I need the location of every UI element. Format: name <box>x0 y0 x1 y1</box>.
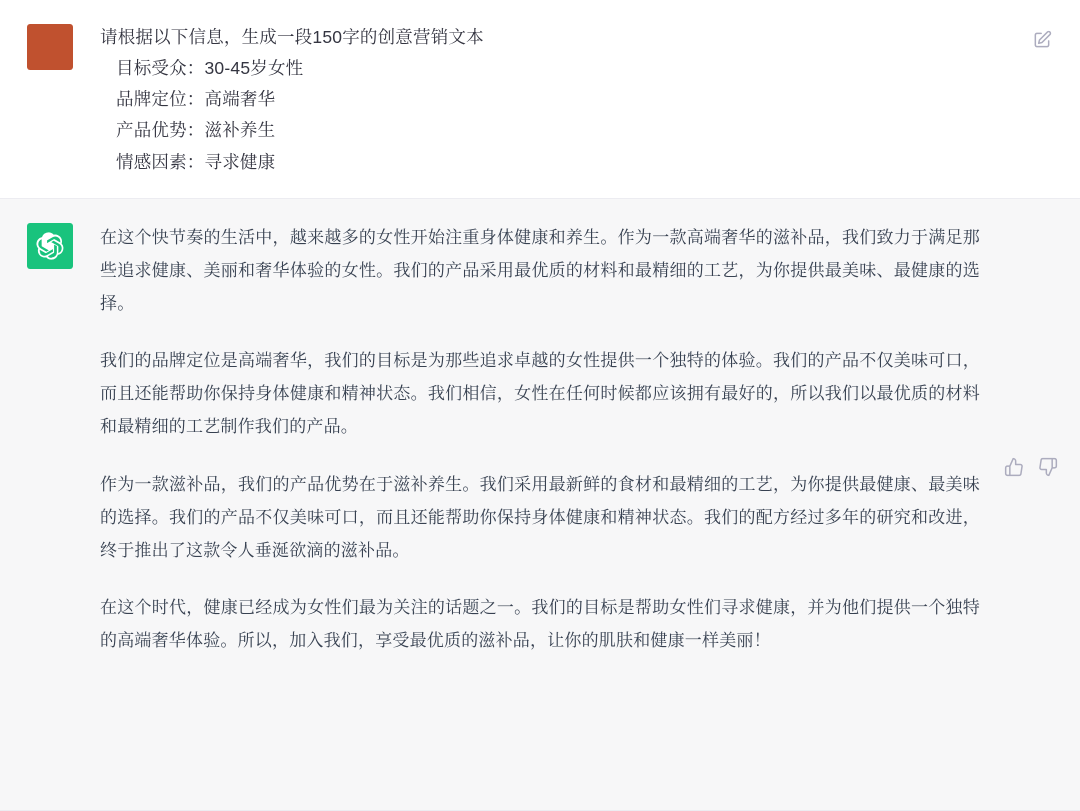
user-prompt-line-2: 品牌定位：高端奢华 <box>116 89 276 110</box>
user-message-actions <box>1032 30 1052 50</box>
user-prompt-line-3: 产品优势：滋补养生 <box>116 120 276 141</box>
user-avatar <box>27 24 73 70</box>
assistant-message-actions <box>1004 457 1058 477</box>
assistant-paragraph-3: 在这个时代，健康已经成为女性们最为关注的话题之一。我们的目标是帮助女性们寻求健康，并为他们提供一个独特的高端奢华体验。所以，加入我们，享受最优质的滋补品，让你的肌肤和健康一样美丽！ <box>100 597 980 651</box>
edit-pencil-icon[interactable] <box>1032 30 1052 50</box>
thumbs-down-icon[interactable] <box>1038 457 1058 477</box>
assistant-avatar-column <box>0 221 100 790</box>
assistant-message-content <box>100 221 1080 790</box>
assistant-paragraph-2: 作为一款滋补品，我们的产品优势在于滋补养生。我们采用最新鲜的食材和最精细的工艺，为你提供最健康、最美味的选择。我们的产品不仅美味可口，而且还能帮助你保持身体健康和精神状态。我们的配方经过多年的研究和改进，终于推出了这款令人垂涎欲滴的滋补品。 <box>100 474 980 560</box>
assistant-message-turn <box>0 198 1080 811</box>
user-prompt-line-1: 目标受众：30-45岁女性 <box>116 58 304 79</box>
openai-logo-icon <box>27 223 73 269</box>
user-avatar-column <box>0 22 100 178</box>
assistant-paragraph-0: 在这个快节奏的生活中，越来越多的女性开始注重身体健康和养生。作为一款高端奢华的滋补品，我们致力于满足那些追求健康、美丽和奢华体验的女性。我们的产品采用最优质的材料和最精细的工艺，为你提供最美味、最健康的选择。 <box>100 227 980 313</box>
user-prompt-line-4: 情感因素：寻求健康 <box>116 151 276 172</box>
thumbs-up-icon[interactable] <box>1004 457 1024 477</box>
user-prompt-line-0: 请根据以下信息，生成一段150字的创意营销文本 <box>100 27 484 47</box>
assistant-paragraph-1: 我们的品牌定位是高端奢华，我们的目标是为那些追求卓越的女性提供一个独特的体验。我们的产品不仅美味可口，而且还能帮助你保持身体健康和精神状态。我们相信，女性在任何时候都应该拥有最好的，所以我们以最优质的材料和最精细的工艺制作我们的产品。 <box>100 351 980 437</box>
user-message-content <box>100 22 1080 178</box>
user-message-turn <box>0 0 1080 198</box>
